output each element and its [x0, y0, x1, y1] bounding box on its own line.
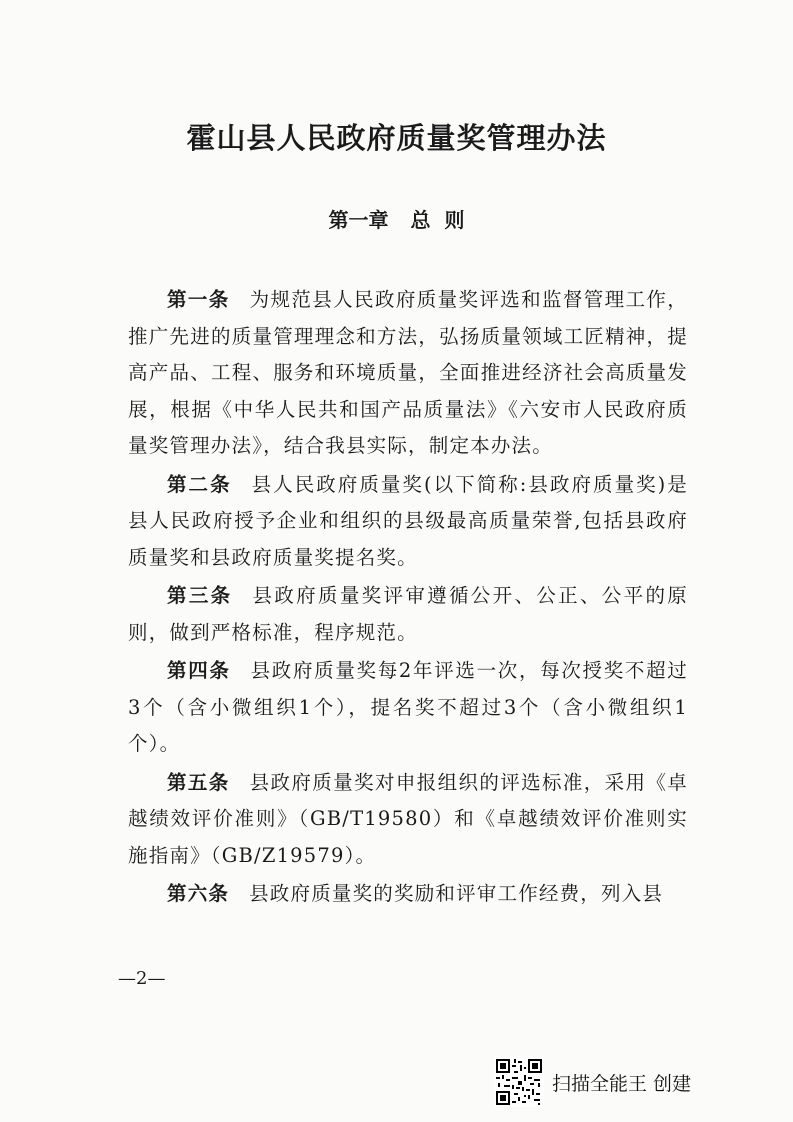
- article-number: 第四条: [167, 659, 231, 682]
- scanner-watermark: [494, 1057, 691, 1107]
- article-text: 县政府质量奖评审遵循公开、公正、公平的原则，做到严格标准，程序规范。: [128, 584, 688, 644]
- article-1: [128, 282, 688, 465]
- article-text: 县政府质量奖每2年评选一次，每次授奖不超过3个（含小微组织1个），提名奖不超过3个（含小微组织1个）。: [128, 659, 688, 755]
- article-text: 县人民政府质量奖(以下简称:县政府质量奖)是县人民政府授予企业和组织的县级最高质量荣誉,包括县政府质量奖和县政府质量奖提名奖。: [128, 472, 689, 569]
- article-number: 第二条: [167, 472, 232, 496]
- qr-code-icon: [494, 1057, 544, 1107]
- article-number: 第一条: [167, 288, 230, 311]
- page-number: —2—: [118, 968, 166, 989]
- article-4: [128, 653, 688, 763]
- article-number: 第六条: [167, 882, 230, 905]
- document-title: 霍山县人民政府质量奖管理办法: [186, 121, 607, 155]
- article-5: [128, 765, 688, 875]
- article-text: 为规范县人民政府质量奖评选和监督管理工作，推广先进的质量管理理念和方法，弘扬质量领域工匠精神，提高产品、工程、服务和环境质量，全面推进经济社会高质量发展，根据《中华人民共和国产品质量法》《六安市人民政府质量奖管理办法》，结合我县实际，制定本办法。: [128, 288, 688, 457]
- chapter-name: 总 则: [410, 208, 465, 232]
- article-text: 县政府质量奖对申报组织的评选标准，采用《卓越绩效评价准则》（GB/T19580）和《卓越绩效评价准则实施指南》（GB/Z19579）。: [128, 770, 688, 867]
- article-number: 第三条: [167, 584, 233, 607]
- chapter-number: 第一章: [328, 208, 389, 232]
- document-body: [128, 282, 688, 913]
- chapter-heading: [0, 204, 793, 233]
- article-3: [128, 578, 688, 651]
- watermark-text: 扫描全能王 创建: [552, 1072, 692, 1095]
- article-6: [128, 876, 688, 913]
- article-text: 县政府质量奖的奖励和评审工作经费，列入县: [249, 882, 664, 905]
- article-2: [128, 467, 688, 577]
- article-number: 第五条: [167, 770, 230, 794]
